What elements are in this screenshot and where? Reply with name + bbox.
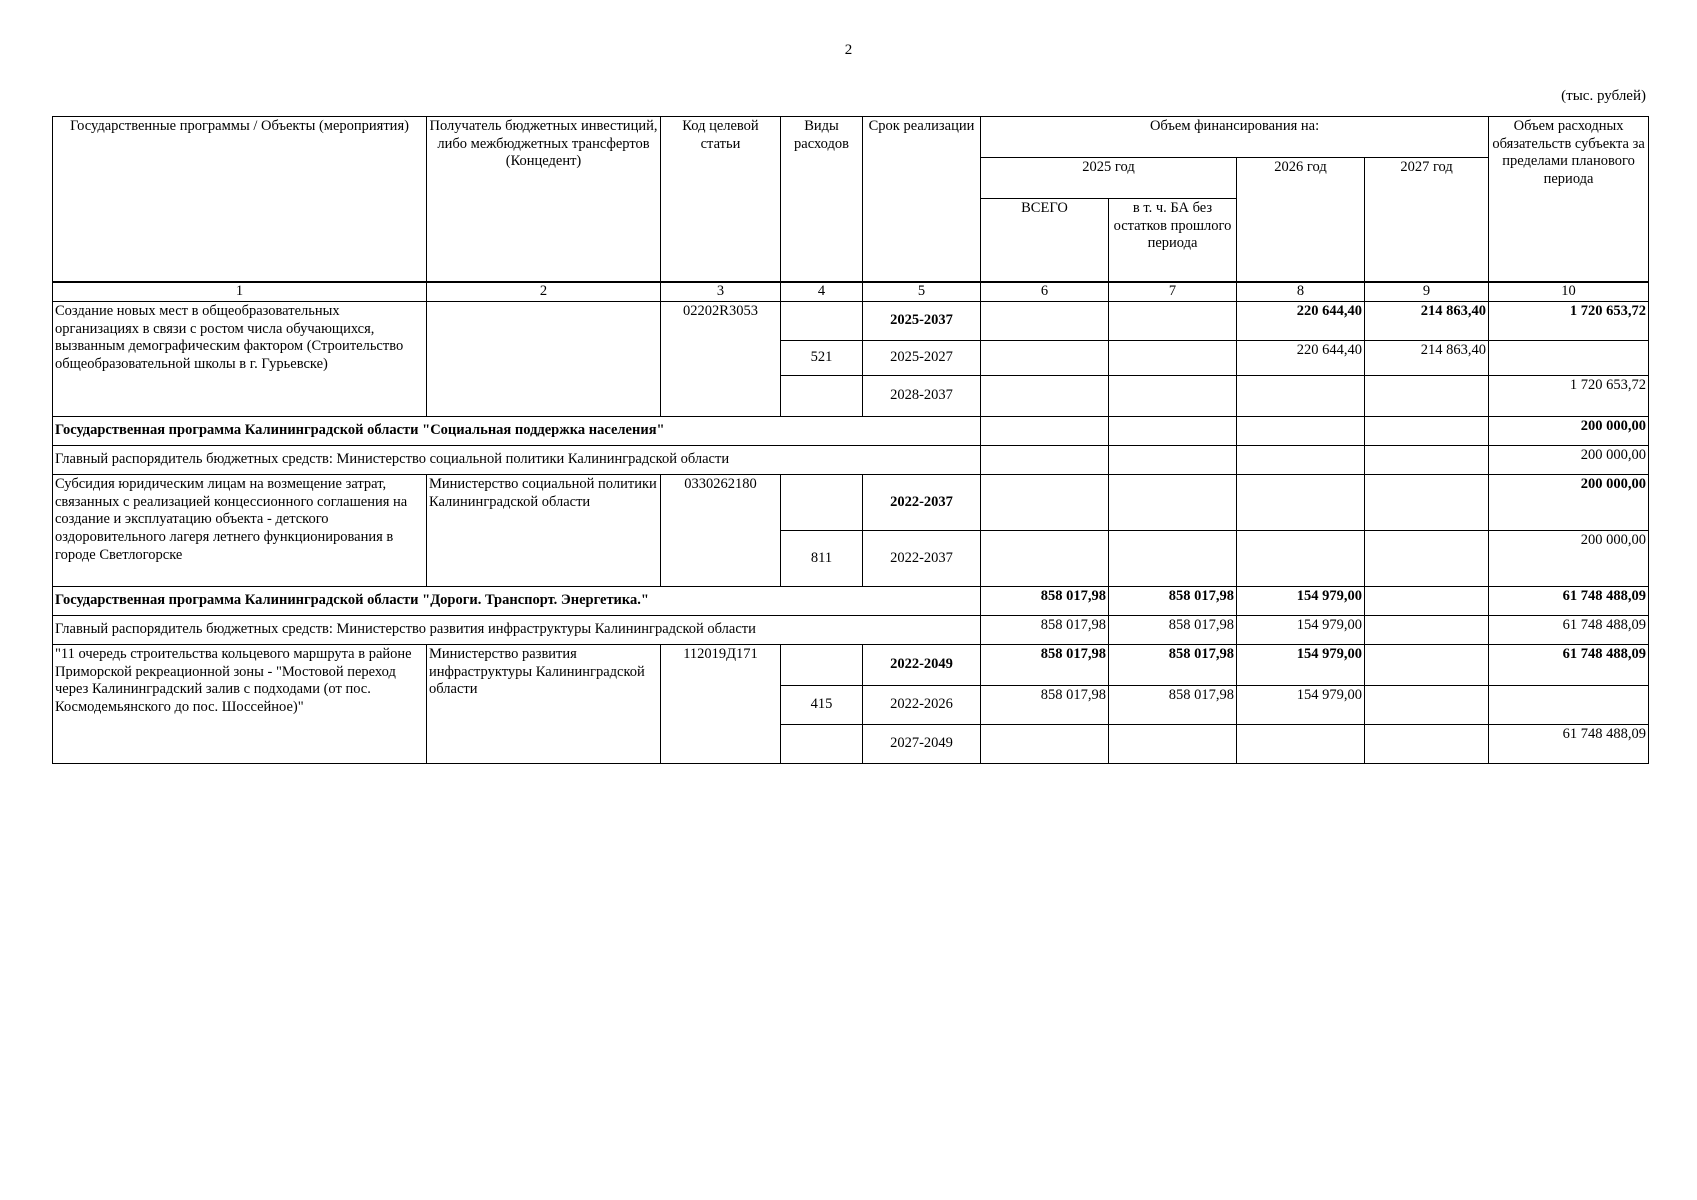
value-2027: 214 863,40 xyxy=(1365,302,1489,341)
value-obligations: 61 748 488,09 xyxy=(1489,587,1649,616)
colnum: 1 xyxy=(53,282,427,302)
main-manager-row xyxy=(53,446,1649,475)
header-year-2025: 2025 год xyxy=(981,158,1237,199)
expense-type xyxy=(781,302,863,341)
value-2026: 154 979,00 xyxy=(1237,616,1365,645)
expense-type xyxy=(781,725,863,764)
object-recipient: Министерство развития инфраструктуры Калининградской области xyxy=(427,645,661,764)
value-total xyxy=(981,446,1109,475)
colnum: 2 xyxy=(427,282,661,302)
value-total xyxy=(981,531,1109,587)
program-row xyxy=(53,587,1649,616)
colnum: 4 xyxy=(781,282,863,302)
object-recipient: Министерство социальной политики Калининградской области xyxy=(427,475,661,587)
value-2027 xyxy=(1365,475,1489,531)
period: 2022-2049 xyxy=(863,645,981,686)
period: 2025-2027 xyxy=(863,341,981,376)
expense-type xyxy=(781,475,863,531)
expense-type xyxy=(781,376,863,417)
value-2027: 214 863,40 xyxy=(1365,341,1489,376)
program-row xyxy=(53,417,1649,446)
page-number: 2 xyxy=(844,42,853,58)
value-obligations xyxy=(1489,686,1649,725)
expense-type: 415 xyxy=(781,686,863,725)
value-obligations xyxy=(1489,341,1649,376)
program-title: Государственная программа Калининградской области "Дороги. Транспорт. Энергетика." xyxy=(53,587,981,616)
table-row xyxy=(53,475,1649,531)
value-2027 xyxy=(1365,725,1489,764)
value-2027 xyxy=(1365,645,1489,686)
colnum: 6 xyxy=(981,282,1109,302)
value-2026 xyxy=(1237,531,1365,587)
value-ba: 858 017,98 xyxy=(1109,616,1237,645)
value-2027 xyxy=(1365,616,1489,645)
value-obligations: 200 000,00 xyxy=(1489,417,1649,446)
header-recipient: Получатель бюджетных инвестиций, либо межбюджетных трансфертов (Концедент) xyxy=(427,117,661,283)
column-numbers-row xyxy=(53,282,1649,302)
value-2027 xyxy=(1365,531,1489,587)
value-2026 xyxy=(1237,475,1365,531)
value-2026 xyxy=(1237,376,1365,417)
header-period: Срок реализации xyxy=(863,117,981,283)
object-name: Создание новых мест в общеобразовательных организациях в связи с ростом числа обучающихся, вызванным демографическим фактором (Строительство общеобразовательной школы в г. Гурьевске) xyxy=(53,302,427,417)
value-2027 xyxy=(1365,587,1489,616)
value-obligations: 200 000,00 xyxy=(1489,531,1649,587)
main-manager: Главный распорядитель бюджетных средств: Министерство социальной политики Калининградской области xyxy=(53,446,981,475)
object-code: 02202R3053 xyxy=(661,302,781,417)
period: 2027-2049 xyxy=(863,725,981,764)
program-title: Государственная программа Калининградской области "Социальная поддержка населения" xyxy=(53,417,981,446)
object-code: 112019Д171 xyxy=(661,645,781,764)
value-ba xyxy=(1109,725,1237,764)
value-2027 xyxy=(1365,417,1489,446)
value-2027 xyxy=(1365,446,1489,475)
value-ba xyxy=(1109,475,1237,531)
colnum: 7 xyxy=(1109,282,1237,302)
value-ba xyxy=(1109,341,1237,376)
value-2026 xyxy=(1237,446,1365,475)
period: 2025-2037 xyxy=(863,302,981,341)
value-2026 xyxy=(1237,417,1365,446)
period: 2022-2037 xyxy=(863,475,981,531)
header-year-2026: 2026 год xyxy=(1237,158,1365,283)
value-2026: 220 644,40 xyxy=(1237,302,1365,341)
value-total xyxy=(981,475,1109,531)
colnum: 3 xyxy=(661,282,781,302)
value-obligations: 200 000,00 xyxy=(1489,446,1649,475)
value-ba xyxy=(1109,376,1237,417)
value-ba: 858 017,98 xyxy=(1109,686,1237,725)
header-funding: Объем финансирования на: xyxy=(981,117,1489,158)
value-2027 xyxy=(1365,376,1489,417)
value-total: 858 017,98 xyxy=(981,587,1109,616)
header-programs: Государственные программы / Объекты (мероприятия) xyxy=(53,117,427,283)
object-recipient xyxy=(427,302,661,417)
value-2027 xyxy=(1365,686,1489,725)
value-total xyxy=(981,341,1109,376)
value-ba: 858 017,98 xyxy=(1109,645,1237,686)
value-obligations: 1 720 653,72 xyxy=(1489,376,1649,417)
main-manager-row xyxy=(53,616,1649,645)
colnum: 8 xyxy=(1237,282,1365,302)
header-code: Код целевой статьи xyxy=(661,117,781,283)
header-total: ВСЕГО xyxy=(981,199,1109,283)
value-2026: 154 979,00 xyxy=(1237,587,1365,616)
colnum: 5 xyxy=(863,282,981,302)
unit-label: (тыс. рублей) xyxy=(1561,88,1646,104)
period: 2028-2037 xyxy=(863,376,981,417)
period: 2022-2037 xyxy=(863,531,981,587)
expense-type: 811 xyxy=(781,531,863,587)
table-row xyxy=(53,645,1649,686)
period: 2022-2026 xyxy=(863,686,981,725)
object-code: 0330262180 xyxy=(661,475,781,587)
value-2026: 154 979,00 xyxy=(1237,686,1365,725)
main-manager: Главный распорядитель бюджетных средств: Министерство развития инфраструктуры Калининградской области xyxy=(53,616,981,645)
value-2026 xyxy=(1237,725,1365,764)
object-name: Субсидия юридическим лицам на возмещение затрат, связанных с реализацией концессионного соглашения на создание и эксплуатацию объекта - детского оздоровительного лагеря летнего функционирования в городе Светлогорске xyxy=(53,475,427,587)
value-total: 858 017,98 xyxy=(981,686,1109,725)
colnum: 10 xyxy=(1489,282,1649,302)
value-obligations: 61 748 488,09 xyxy=(1489,645,1649,686)
value-ba xyxy=(1109,417,1237,446)
budget-table xyxy=(52,116,1649,764)
value-obligations: 200 000,00 xyxy=(1489,475,1649,531)
value-total xyxy=(981,376,1109,417)
value-total: 858 017,98 xyxy=(981,616,1109,645)
value-ba: 858 017,98 xyxy=(1109,587,1237,616)
value-ba xyxy=(1109,531,1237,587)
value-2026: 220 644,40 xyxy=(1237,341,1365,376)
header-year-2027: 2027 год xyxy=(1365,158,1489,283)
expense-type xyxy=(781,645,863,686)
colnum: 9 xyxy=(1365,282,1489,302)
table-row xyxy=(53,302,1649,341)
value-obligations: 61 748 488,09 xyxy=(1489,616,1649,645)
value-obligations: 61 748 488,09 xyxy=(1489,725,1649,764)
value-2026: 154 979,00 xyxy=(1237,645,1365,686)
object-name: "11 очередь строительства кольцевого маршрута в районе Приморской рекреационной зоны - "Мостовой переход через Калининградский залив с подходами (от пос. Космодемьянского до пос. Шоссейное)" xyxy=(53,645,427,764)
value-ba xyxy=(1109,446,1237,475)
value-obligations: 1 720 653,72 xyxy=(1489,302,1649,341)
header-row xyxy=(53,117,1649,158)
value-total: 858 017,98 xyxy=(981,645,1109,686)
value-total xyxy=(981,417,1109,446)
header-expense-type: Виды расходов xyxy=(781,117,863,283)
value-total xyxy=(981,725,1109,764)
header-obligations: Объем расходных обязательств субъекта за пределами планового периода xyxy=(1489,117,1649,283)
value-total xyxy=(981,302,1109,341)
header-ba: в т. ч. БА без остатков прошлого периода xyxy=(1109,199,1237,283)
value-ba xyxy=(1109,302,1237,341)
expense-type: 521 xyxy=(781,341,863,376)
